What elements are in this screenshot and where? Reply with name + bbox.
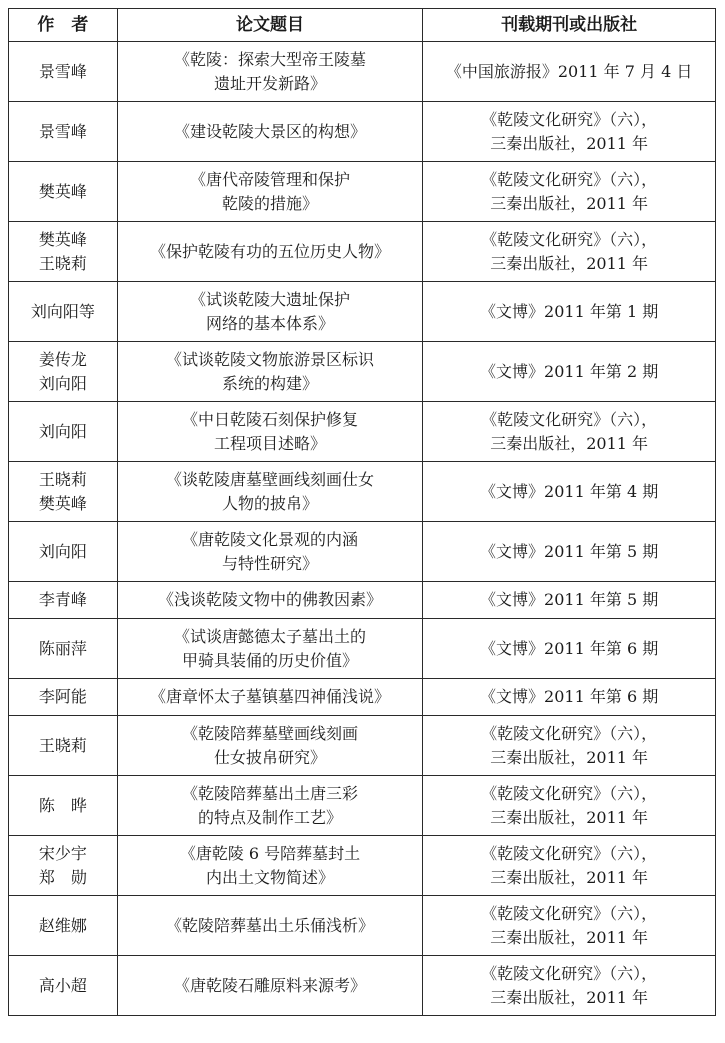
publication-cell xyxy=(423,679,716,716)
publication-cell xyxy=(423,282,716,342)
publication-cell xyxy=(423,162,716,222)
title-cell xyxy=(117,716,423,776)
title-cell xyxy=(117,222,423,282)
title-cell xyxy=(117,776,423,836)
publication-cell xyxy=(423,836,716,896)
author-cell xyxy=(9,222,118,282)
title-cell xyxy=(117,896,423,956)
title-line: 《保护乾陵有功的五位历史人物》 xyxy=(149,241,390,261)
author-line: 刘向阳 xyxy=(38,421,87,441)
publication-line: 《乾陵文化研究》（六）， xyxy=(481,169,658,189)
title-line: 内出土文物简述》 xyxy=(205,867,334,887)
table-row xyxy=(9,282,716,342)
title-line: 《谈乾陵唐墓壁画线刻画仕女 xyxy=(165,469,374,489)
publication-line: 《乾陵文化研究》（六）， xyxy=(481,109,658,129)
table-header xyxy=(9,9,716,42)
author-line: 樊英峰 xyxy=(38,181,87,201)
publication-line: 《乾陵文化研究》（六）， xyxy=(481,229,658,249)
author-cell xyxy=(9,462,118,522)
header-row xyxy=(9,9,716,42)
author-line: 刘向阳 xyxy=(38,541,87,561)
title-line: 《唐代帝陵管理和保护 xyxy=(189,169,350,189)
publication-line: 三秦出版社，2011 年 xyxy=(490,927,649,947)
author-cell xyxy=(9,162,118,222)
title-cell xyxy=(117,462,423,522)
table-row xyxy=(9,42,716,102)
title-line: 《中日乾陵石刻保护修复 xyxy=(181,409,358,429)
author-line: 王晓莉 xyxy=(38,253,87,273)
publication-line: 三秦出版社，2011 年 xyxy=(490,807,649,827)
publication-line: 《文博》2011 年第 6 期 xyxy=(480,638,659,658)
title-line: 《唐乾陵文化景观的内涵 xyxy=(181,529,358,549)
author-line: 高小超 xyxy=(38,975,87,995)
publication-line: 三秦出版社，2011 年 xyxy=(490,253,649,273)
title-line: 《浅谈乾陵文物中的佛教因素》 xyxy=(157,590,382,609)
publication-table xyxy=(8,8,716,1016)
table-row xyxy=(9,896,716,956)
table-row xyxy=(9,619,716,679)
title-cell xyxy=(117,522,423,582)
author-line: 樊英峰 xyxy=(38,493,87,513)
title-line: 与特性研究》 xyxy=(221,553,318,573)
publication-cell xyxy=(423,402,716,462)
title-cell xyxy=(117,162,423,222)
publication-cell xyxy=(423,342,716,402)
publication-cell xyxy=(423,522,716,582)
title-cell xyxy=(117,402,423,462)
publication-line: 三秦出版社，2011 年 xyxy=(490,193,649,213)
author-cell xyxy=(9,402,118,462)
title-cell xyxy=(117,42,423,102)
publication-cell xyxy=(423,42,716,102)
table-row xyxy=(9,522,716,582)
publication-line: 《乾陵文化研究》（六）， xyxy=(481,783,658,803)
title-line: 人物的披帛》 xyxy=(221,493,318,513)
author-line: 王晓莉 xyxy=(38,735,87,755)
author-line: 李阿能 xyxy=(38,687,87,706)
publication-line: 三秦出版社，2011 年 xyxy=(490,747,649,767)
publication-line: 《乾陵文化研究》（六）， xyxy=(481,843,658,863)
title-line: 《试谈乾陵文物旅游景区标识 xyxy=(165,349,374,369)
title-cell xyxy=(117,282,423,342)
title-cell xyxy=(117,619,423,679)
title-line: 《乾陵：探索大型帝王陵墓 xyxy=(173,49,366,69)
publication-line: 《乾陵文化研究》（六）， xyxy=(481,963,658,983)
author-line: 景雪峰 xyxy=(38,61,87,81)
table-body xyxy=(9,42,716,1016)
title-line: 遗址开发新路》 xyxy=(213,73,326,93)
publication-line: 《文博》2011 年第 1 期 xyxy=(480,301,659,321)
author-cell xyxy=(9,582,118,619)
header-publication: 刊载期刊或出版社 xyxy=(423,9,716,42)
title-cell xyxy=(117,679,423,716)
table-row xyxy=(9,776,716,836)
author-line: 刘向阳等 xyxy=(30,301,95,321)
publication-line: 《乾陵文化研究》（六）， xyxy=(481,409,658,429)
title-line: 的特点及制作工艺》 xyxy=(197,807,342,827)
title-line: 《唐乾陵 6 号陪葬墓封土 xyxy=(179,843,361,863)
table-row xyxy=(9,402,716,462)
author-line: 陈丽萍 xyxy=(38,638,87,658)
author-line: 李青峰 xyxy=(38,590,87,609)
author-cell xyxy=(9,619,118,679)
publication-line: 《文博》2011 年第 4 期 xyxy=(480,481,659,501)
title-line: 《建设乾陵大景区的构想》 xyxy=(173,121,366,141)
publication-line: 《文博》2011 年第 5 期 xyxy=(480,541,659,561)
publication-cell xyxy=(423,716,716,776)
publication-cell xyxy=(423,582,716,619)
author-line: 刘向阳 xyxy=(38,373,87,393)
header-author: 作 者 xyxy=(9,9,118,42)
author-line: 姜传龙 xyxy=(38,349,87,369)
title-line: 《试谈唐懿德太子墓出土的 xyxy=(173,626,366,646)
author-cell xyxy=(9,776,118,836)
author-cell xyxy=(9,836,118,896)
publication-line: 三秦出版社，2011 年 xyxy=(490,433,649,453)
publication-line: 三秦出版社，2011 年 xyxy=(490,987,649,1007)
title-line: 网络的基本体系》 xyxy=(205,313,334,333)
publication-cell xyxy=(423,956,716,1016)
table-row xyxy=(9,462,716,522)
author-line: 郑 勋 xyxy=(38,867,87,887)
table-row xyxy=(9,162,716,222)
author-line: 宋少宇 xyxy=(38,843,87,863)
publication-line: 三秦出版社，2011 年 xyxy=(490,867,649,887)
author-cell xyxy=(9,522,118,582)
author-cell xyxy=(9,42,118,102)
author-line: 赵维娜 xyxy=(38,915,87,935)
title-line: 甲骑具装俑的历史价值》 xyxy=(181,650,358,670)
author-cell xyxy=(9,102,118,162)
title-line: 《唐乾陵石雕原料来源考》 xyxy=(173,975,366,995)
title-line: 《唐章怀太子墓镇墓四神俑浅说》 xyxy=(149,687,390,706)
author-cell xyxy=(9,956,118,1016)
table-row xyxy=(9,956,716,1016)
publication-line: 《文博》2011 年第 6 期 xyxy=(480,687,659,706)
title-line: 仕女披帛研究》 xyxy=(213,747,326,767)
title-line: 《乾陵陪葬墓壁画线刻画 xyxy=(181,723,358,743)
author-line: 王晓莉 xyxy=(38,469,87,489)
publication-line: 《乾陵文化研究》（六）， xyxy=(481,723,658,743)
publication-line: 《中国旅游报》2011 年 7 月 4 日 xyxy=(445,61,693,81)
publication-line: 《乾陵文化研究》（六）， xyxy=(481,903,658,923)
author-cell xyxy=(9,342,118,402)
table-row xyxy=(9,836,716,896)
author-cell xyxy=(9,716,118,776)
table-row xyxy=(9,342,716,402)
title-cell xyxy=(117,582,423,619)
table-row xyxy=(9,102,716,162)
publication-line: 三秦出版社，2011 年 xyxy=(490,133,649,153)
author-cell xyxy=(9,896,118,956)
author-line: 樊英峰 xyxy=(38,229,87,249)
author-cell xyxy=(9,679,118,716)
publication-line: 《文博》2011 年第 5 期 xyxy=(480,590,659,609)
publication-cell xyxy=(423,619,716,679)
title-line: 《乾陵陪葬墓出土乐俑浅析》 xyxy=(165,915,374,935)
publication-line: 《文博》2011 年第 2 期 xyxy=(480,361,659,381)
table-row xyxy=(9,716,716,776)
table-row xyxy=(9,222,716,282)
publication-cell xyxy=(423,896,716,956)
title-line: 《乾陵陪葬墓出土唐三彩 xyxy=(181,783,358,803)
title-line: 乾陵的措施》 xyxy=(221,193,318,213)
table-row xyxy=(9,582,716,619)
title-line: 工程项目述略》 xyxy=(213,433,326,453)
title-line: 系统的构建》 xyxy=(221,373,318,393)
publication-cell xyxy=(423,462,716,522)
header-title: 论文题目 xyxy=(117,9,423,42)
table-row xyxy=(9,679,716,716)
title-cell xyxy=(117,836,423,896)
author-line: 景雪峰 xyxy=(38,121,87,141)
title-cell xyxy=(117,342,423,402)
author-cell xyxy=(9,282,118,342)
author-line: 陈 晔 xyxy=(38,795,87,815)
publication-cell xyxy=(423,102,716,162)
publication-cell xyxy=(423,222,716,282)
publication-cell xyxy=(423,776,716,836)
title-cell xyxy=(117,956,423,1016)
title-cell xyxy=(117,102,423,162)
title-line: 《试谈乾陵大遗址保护 xyxy=(189,289,350,309)
